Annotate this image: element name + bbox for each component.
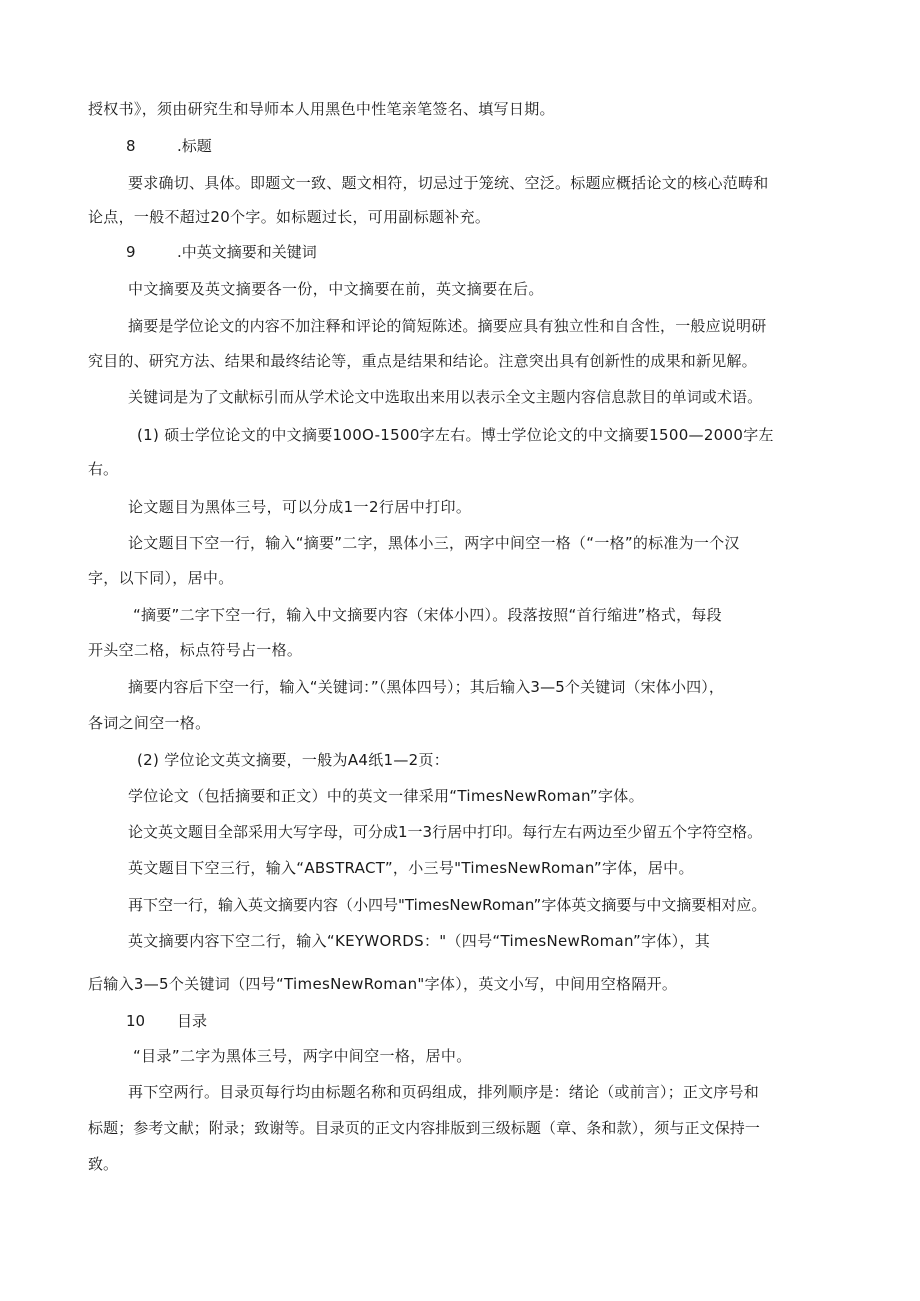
paragraph-line: 致。 [88, 1155, 119, 1173]
heading-title: 目录 [177, 1012, 208, 1030]
paragraph-line: 摘要内容后下空一行，输入“关键词：”（黑体四号）；其后输入3—5个关键词（宋体小四）， [128, 678, 725, 696]
paragraph-line: “目录”二字为黑体三号，两字中间空一格，居中。 [133, 1047, 472, 1065]
paragraph-line: 究目的、研究方法、结果和最终结论等，重点是结果和结论。注意突出具有创新性的成果和新见解。 [88, 352, 757, 370]
paragraph-line: 再下空两行。目录页每行均由标题名称和页码组成，排列顺序是：绪论（或前言）；正文序号和 [128, 1083, 759, 1101]
paragraph-line: 再下空一行，输入英文摘要内容（小四号"TimesNewRoman”字体英文摘要与中文摘要相对应。 [128, 896, 767, 914]
paragraph-line: 各词之间空一格。 [88, 714, 211, 732]
paragraph-line: 要求确切、具体。即题文一致、题文相符，切忌过于笼统、空泛。标题应概括论文的核心范畴和 [128, 174, 769, 192]
paragraph-line: 字，以下同），居中。 [88, 569, 234, 587]
paragraph-line: 论文题目为黑体三号，可以分成1一2行居中打印。 [128, 498, 472, 516]
paragraph-line: 后输入3—5个关键词（四号“TimesNewRoman"字体），英文小写，中间用空格隔开。 [88, 975, 678, 993]
paragraph-line: 右。 [88, 460, 119, 478]
paragraph-line: “摘要”二字下空一行，输入中文摘要内容（宋体小四）。段落按照“首行缩进”格式，每段 [133, 606, 722, 624]
paragraph-line: 开头空二格，标点符号占一格。 [88, 641, 303, 659]
paragraph-line: 授权书》，须由研究生和导师本人用黑色中性笔亲笔签名、填写日期。 [88, 100, 555, 118]
paragraph-line: 标题；参考文献；附录；致谢等。目录页的正文内容排版到三级标题（章、条和款），须与正文保持一 [88, 1119, 761, 1137]
heading-title: .标题 [177, 137, 212, 155]
heading-number: 9 [126, 243, 136, 261]
paragraph-line: 摘要是学位论文的内容不加注释和评论的简短陈述。摘要应具有独立性和自含性，一般应说明研 [128, 317, 767, 335]
paragraph-line: 论点，一般不超过20个字。如标题过长，可用副标题补充。 [88, 208, 491, 226]
paragraph-line: 论文题目下空一行，输入“摘要”二字，黑体小三，两字中间空一格（“一格”的标准为一个汉 [128, 534, 740, 552]
paragraph-line: 中文摘要及英文摘要各一份，中文摘要在前，英文摘要在后。 [128, 280, 544, 298]
heading-number: 10 [126, 1012, 146, 1030]
heading-title: .中英文摘要和关键词 [177, 243, 317, 261]
heading-number: 8 [126, 137, 136, 155]
paragraph-line: 英文摘要内容下空二行，输入“KEYWORDS："（四号“TimesNewRoman”字体），其 [128, 932, 711, 950]
paragraph-line: (2) 学位论文英文摘要，一般为A4纸1—2页： [137, 751, 450, 769]
paragraph-line: 论文英文题目全部采用大写字母，可分成1一3行居中打印。每行左右两边至少留五个字符空格。 [128, 823, 763, 841]
paragraph-line: (1) 硕士学位论文的中文摘要100O-1500字左右。博士学位论文的中文摘要1500—2000字左 [137, 426, 774, 444]
paragraph-line: 英文题目下空三行，输入“ABSTRACT”，小三号"TimesNewRoman”字体，居中。 [128, 859, 694, 877]
paragraph-line: 学位论文（包括摘要和正文）中的英文一律采用“TimesNewRoman”字体。 [128, 787, 644, 805]
paragraph-line: 关键词是为了文献标引而从学术论文中选取出来用以表示全文主题内容信息款目的单词或术语。 [128, 388, 763, 406]
